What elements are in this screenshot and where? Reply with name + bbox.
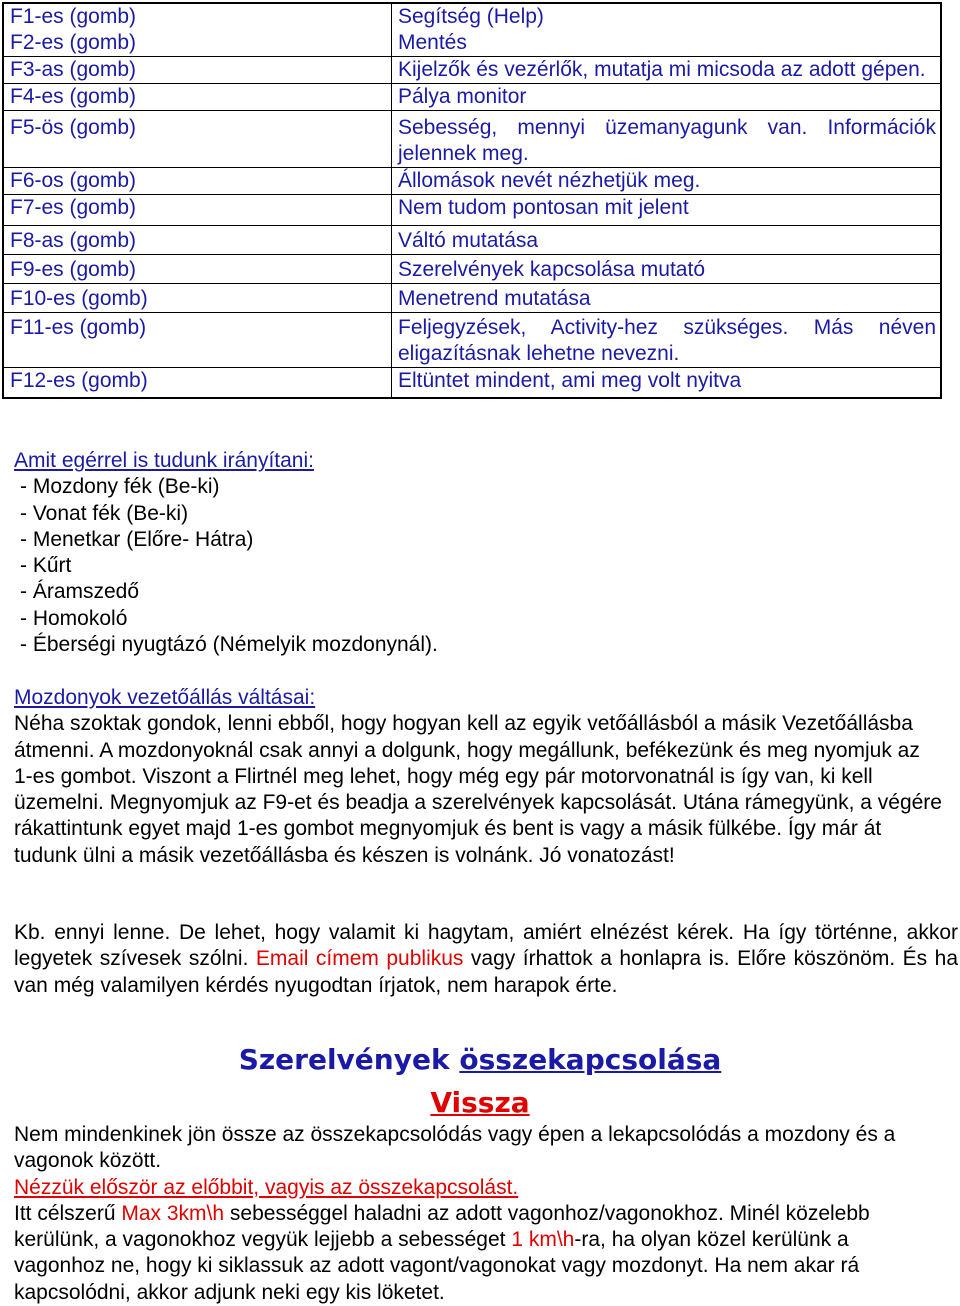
table-row xyxy=(3,111,941,168)
mouse-controls-section xyxy=(14,448,438,658)
key-cell xyxy=(3,84,392,111)
key-label: F4-es (gomb) xyxy=(10,85,137,108)
key-description: Pálya monitor xyxy=(398,85,527,108)
cab-switch-heading: Mozdonyok vezetőállás váltásai: xyxy=(14,686,316,709)
desc-cell xyxy=(392,84,942,111)
table-row xyxy=(3,168,941,195)
function-key-table xyxy=(2,2,942,399)
table-row xyxy=(3,284,941,313)
key-cell xyxy=(3,255,392,284)
list-item: - Éberségi nyugtázó (Némelyik mozdonynál). xyxy=(20,633,438,657)
desc-cell xyxy=(392,168,942,195)
table-row xyxy=(3,57,941,84)
key-label: F5-ös (gomb) xyxy=(10,116,137,139)
mouse-controls-heading: Amit egérrel is tudunk irányítani: xyxy=(14,449,314,472)
key-cell xyxy=(3,3,392,57)
key-description: Nem tudom pontosan mit jelent xyxy=(398,196,689,219)
list-item: - Homokoló xyxy=(20,606,128,630)
table-row xyxy=(3,313,941,368)
list-item: - Kűrt xyxy=(20,554,72,578)
desc-cell xyxy=(392,195,942,226)
speed-highlight: 1 km\h xyxy=(511,1228,575,1252)
key-label: F8-as (gomb) xyxy=(10,229,137,252)
key-cell xyxy=(3,284,392,313)
key-cell xyxy=(3,313,392,368)
key-description: Állomások nevét nézhetjük meg. xyxy=(398,169,701,192)
coupling-instructions xyxy=(14,1201,944,1306)
key-label: F11-es (gomb) xyxy=(10,316,147,339)
closing-paragraph xyxy=(14,920,958,999)
cab-switch-body: Néha szoktak gondok, lenni ebből, hogy hogyan kell az egyik vetőállásból a másik Vezetőállásba átmenni. A mozdonyoknál csak annyi a dolgunk, hogy megállunk, befékezünk és meg nyomjuk az 1-es gombot. Viszont a Flirtnél meg lehet, hogy még egy pár motorvonatnál is így van, ki kell üzemelni. Megnyomjuk az F9-et és beadja a szerelvények kapcsolását. Utána rámegyünk, a végére rákattintunk egyet majd 1-es gombot megnyomjuk és bent is vagy a másik fülkébe. Így már át tudunk ülni a másik vezetőállásba és készen is volnánk. Jó vonatozást! xyxy=(14,712,942,867)
coupling-intro: Nem mindenkinek jön össze az összekapcsolódás vagy épen a lekapcsolódás a mozdony és a vagonok között. xyxy=(14,1123,896,1173)
coupling-first-link[interactable]: Nézzük először az előbbit, vagyis az összekapcsolást. xyxy=(14,1175,519,1199)
key-description: Szerelvények kapcsolása mutató xyxy=(398,258,705,281)
list-item: - Vonat fék (Be-ki) xyxy=(20,501,189,525)
list-item: - Menetkar (Előre- Hátra) xyxy=(20,527,254,551)
page-title xyxy=(0,1043,960,1076)
key-label: F12-es (gomb) xyxy=(10,369,148,392)
title-text-underlined: összekapcsolása xyxy=(459,1043,722,1076)
key-label: F9-es (gomb) xyxy=(10,258,137,281)
key-label: F3-as (gomb) xyxy=(10,58,137,81)
table-row xyxy=(3,226,941,255)
instruction-text: sebességgel haladni az adott vagonhoz/vagonokhoz. Minél közelebb kerülünk, a vagonokhoz vegyük lejjebb a sebességet xyxy=(14,1201,870,1252)
desc-cell xyxy=(392,226,942,255)
back-link[interactable]: Vissza xyxy=(430,1086,530,1119)
key-description: Eltüntet mindent, ami meg volt nyitva xyxy=(398,369,742,392)
list-item: - Mozdony fék (Be-ki) xyxy=(20,475,220,499)
key-description: Segítség (Help) xyxy=(398,5,544,28)
key-cell xyxy=(3,57,392,84)
email-link[interactable]: Email címem publikus xyxy=(255,947,464,971)
key-cell xyxy=(3,111,392,168)
cab-switch-section xyxy=(14,685,944,869)
key-label: F7-es (gomb) xyxy=(10,196,137,219)
desc-cell xyxy=(392,368,942,399)
table-row xyxy=(3,84,941,111)
closing-section xyxy=(14,920,958,999)
key-label: F10-es (gomb) xyxy=(10,287,148,310)
desc-cell xyxy=(392,313,942,368)
key-label: F2-es (gomb) xyxy=(10,31,137,54)
desc-cell xyxy=(392,111,942,168)
list-item: - Áramszedő xyxy=(20,580,140,604)
speed-highlight: Max 3km\h xyxy=(121,1201,225,1225)
key-cell xyxy=(3,368,392,399)
key-description: Váltó mutatása xyxy=(398,229,539,252)
desc-cell xyxy=(392,255,942,284)
closing-text: vagy írhattok a honlapra is. Előre köszönöm. És ha van még valamilyen kérdés nyugodtan írjatok, nem harapok érte. xyxy=(14,947,959,997)
desc-cell xyxy=(392,57,942,84)
desc-cell xyxy=(392,3,942,57)
key-cell xyxy=(3,168,392,195)
key-description: Feljegyzések, Activity-hez szükséges. Más néven eligazításnak lehetne nevezni. xyxy=(398,316,936,365)
table-row xyxy=(3,195,941,226)
key-description: Menetrend mutatása xyxy=(398,287,591,310)
key-label: F6-os (gomb) xyxy=(10,169,137,192)
instruction-text: -ra, ha olyan közel kerülünk a vagonhoz ne, hogy ki siklassuk az adott vagont/vagonokat vagy mozdonyt. Ha nem akar rá kapcsolódni, akkor adjunk neki egy kis löketet. xyxy=(14,1228,860,1304)
key-description: Mentés xyxy=(398,31,467,54)
key-label: F1-es (gomb) xyxy=(10,5,137,28)
key-description: Sebesség, mennyi üzemanyagunk van. Információk jelennek meg. xyxy=(398,116,936,165)
title-text: Szerelvények xyxy=(238,1043,460,1076)
table-row xyxy=(3,368,941,399)
closing-text: Kb. ennyi lenne. De lehet, hogy valamit ki hagytam, amiért elnézést kérek. Ha így történne, akkor legyetek szívesek szólni. xyxy=(14,921,958,971)
key-description: Kijelzők és vezérlők, mutatja mi micsoda az adott gépen. xyxy=(398,58,926,81)
coupling-section xyxy=(14,1122,944,1306)
table-row xyxy=(3,255,941,284)
desc-cell xyxy=(392,284,942,313)
table-row xyxy=(3,3,941,57)
key-cell xyxy=(3,195,392,226)
key-cell xyxy=(3,226,392,255)
instruction-text: Itt célszerű xyxy=(14,1201,122,1225)
